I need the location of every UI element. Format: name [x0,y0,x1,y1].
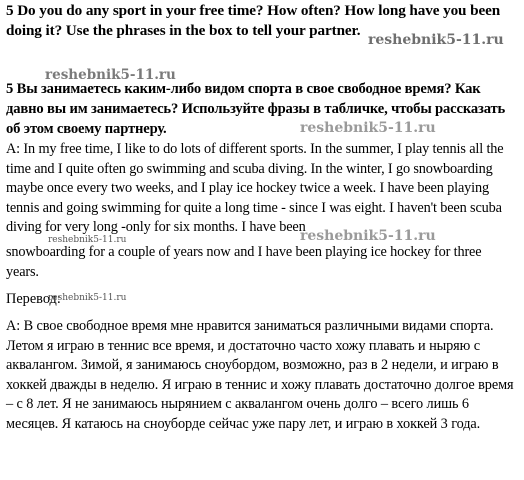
watermark-small: reshebnik5-11.ru [48,293,127,303]
answer-english-continued: snowboarding for a couple of years now and I have been playing ice hockey for three years. [6,244,482,280]
question-russian: 5 Вы занимаетесь каким-либо видом спорта в свое свободное время? Как давно вы им занимаетесь? Используйте фразы в табличке, чтобы рассказать об этом своему партнеру. [6,81,506,137]
watermark: reshebnik5-11.ru [300,228,436,244]
translation-text: А: В свое свободное время мне нравится заниматься различными видами спорта. Летом я играю в теннис все время, и достаточно часто хожу плавать и ныряю с аквалангом. Зимой, я занимаюсь сноубордом, возможно, раз в 2 недели, и играю в хоккей дважды в неделю. Я играю в теннис и хожу плавать достаточно долгое время – с 8 лет. Я не занимаюсь нырянием с аквалангом очень долго – всего лишь 6 месяцев. Я катаюсь на сноуборде сейчас уже пару лет, и играю в хоккей 3 года. [6,318,514,432]
watermark-small: reshebnik5-11.ru [48,235,127,245]
question-english: 5 Do you do any sport in your free time? How often? How long have you been doing it? Use the phrases in the box to tell your partner. [6,2,501,39]
watermark: reshebnik5-11.ru [300,120,436,136]
watermark: reshebnik5-11.ru [45,67,176,83]
translation-label: Перевод: [6,291,61,307]
answer-english: A: In my free time, I like to do lots of different sports. In the summer, I play tennis all the time and I quite often go swimming and scuba diving. In the winter, I go snowboarding maybe once every two weeks, and I play ice hockey twice a week. I have been playing tennis and going swimming for quite a long time - since I was eight. I haven't been scuba diving for very long -only for six months. I have been [6,141,504,236]
watermark: reshebnik5-11.ru [368,32,504,48]
